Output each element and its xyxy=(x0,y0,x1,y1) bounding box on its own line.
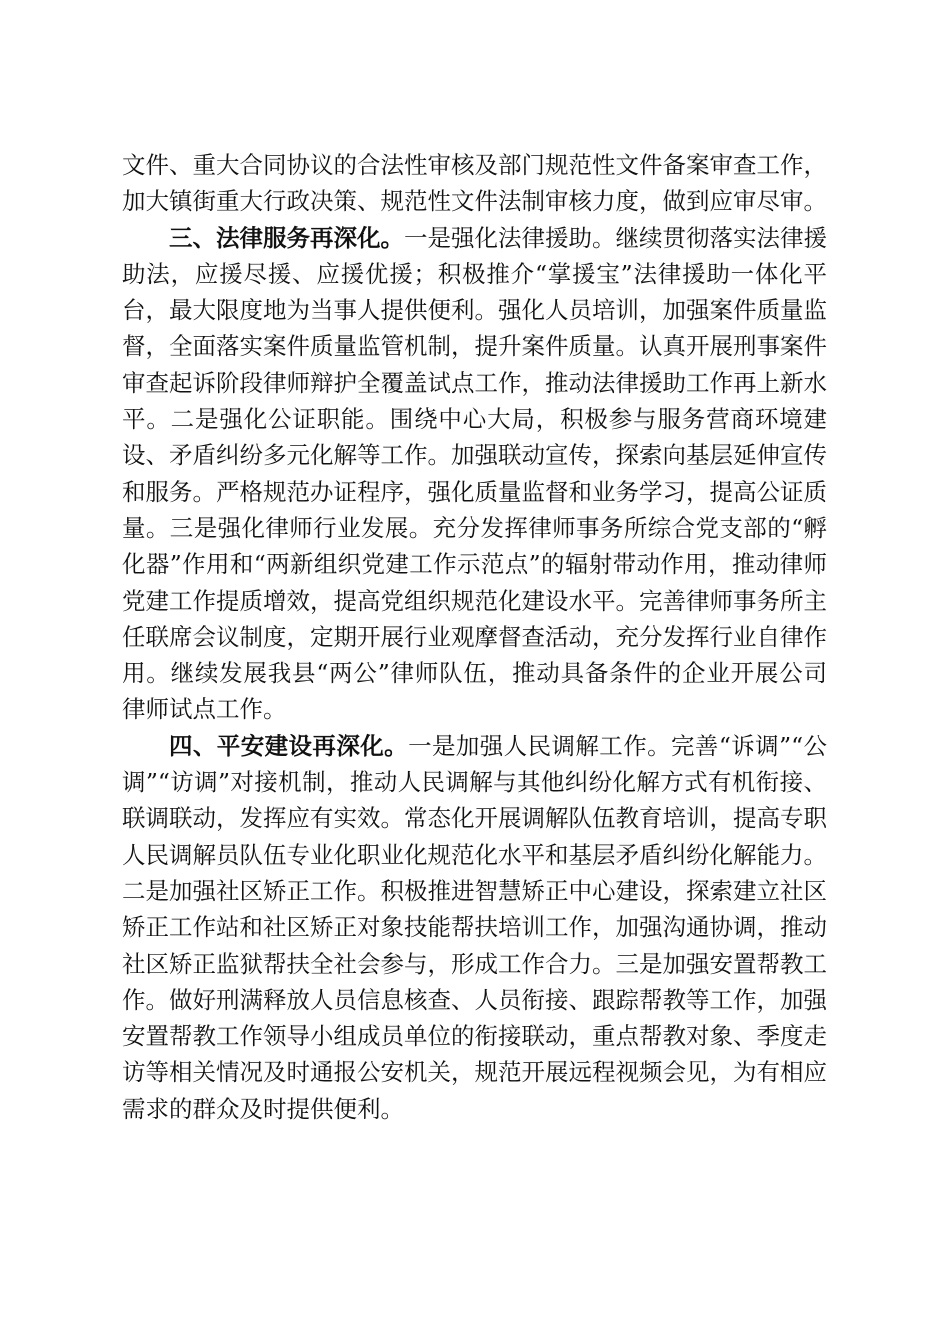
section-heading: 四、平安建设再深化。 xyxy=(169,731,409,760)
paragraph-text: 一是强化法律援助。继续贯彻落实法律援助法，应援尽援、应援优援；积极推介“掌援宝”法律援助一体化平台，最大限度地为当事人提供便利。强化人员培训，加强案件质量监督，全面落实案件质量监管机制，提升案件质量。认真开展刑事案件审查起诉阶段律师辩护全覆盖试点工作，推动法律援助工作再上新水平。二是强化公证职能。围绕中心大局，积极参与服务营商环境建设、矛盾纠纷多元化解等工作。加强联动宣传，探索向基层延伸宣传和服务。严格规范办证程序，强化质量监督和业务学习，提高公证质量。三是强化律师行业发展。充分发挥律师事务所综合党支部的“孵化器”作用和“两新组织党建工作示范点”的辐射带动作用，推动律师党建工作提质增效，提高党组织规范化建设水平。完善律师事务所主任联席会议制度，定期开展行业观摩督查活动，充分发挥行业自律作用。继续发展我县“两公”律师队伍，推动具备条件的企业开展公司律师试点工作。 xyxy=(122,223,827,724)
paragraph-text: 一是加强人民调解工作。完善“诉调”“公调”“访调”对接机制，推动人民调解与其他纠纷化解方式有机衔接、联调联动，发挥应有实效。常态化开展调解队伍教育培训，提高专职人民调解员队伍专业化职业化规范化水平和基层矛盾纠纷化解能力。二是加强社区矫正工作。积极推进智慧矫正中心建设，探索建立社区矫正工作站和社区矫正对象技能帮扶培训工作，加强沟通协调，推动社区矫正监狱帮扶全社会参与，形成工作合力。三是加强安置帮教工作。做好刑满释放人员信息核查、人员衔接、跟踪帮教等工作，加强安置帮教工作领导小组成员单位的衔接联动，重点帮教对象、季度走访等相关情况及时通报公安机关，规范开展远程视频会见，为有相应需求的群众及时提供便利。 xyxy=(122,731,828,1123)
paragraph-safety-building xyxy=(122,728,827,1127)
section-heading: 三、法律服务再深化。 xyxy=(169,223,404,252)
paragraph-continuation xyxy=(122,147,827,220)
document-page xyxy=(122,147,827,1127)
paragraph-text: 文件、重大合同协议的合法性审核及部门规范性文件备案审查工作，加大镇街重大行政决策、规范性文件法制审核力度，做到应审尽审。 xyxy=(122,151,827,216)
paragraph-legal-services xyxy=(122,220,827,728)
